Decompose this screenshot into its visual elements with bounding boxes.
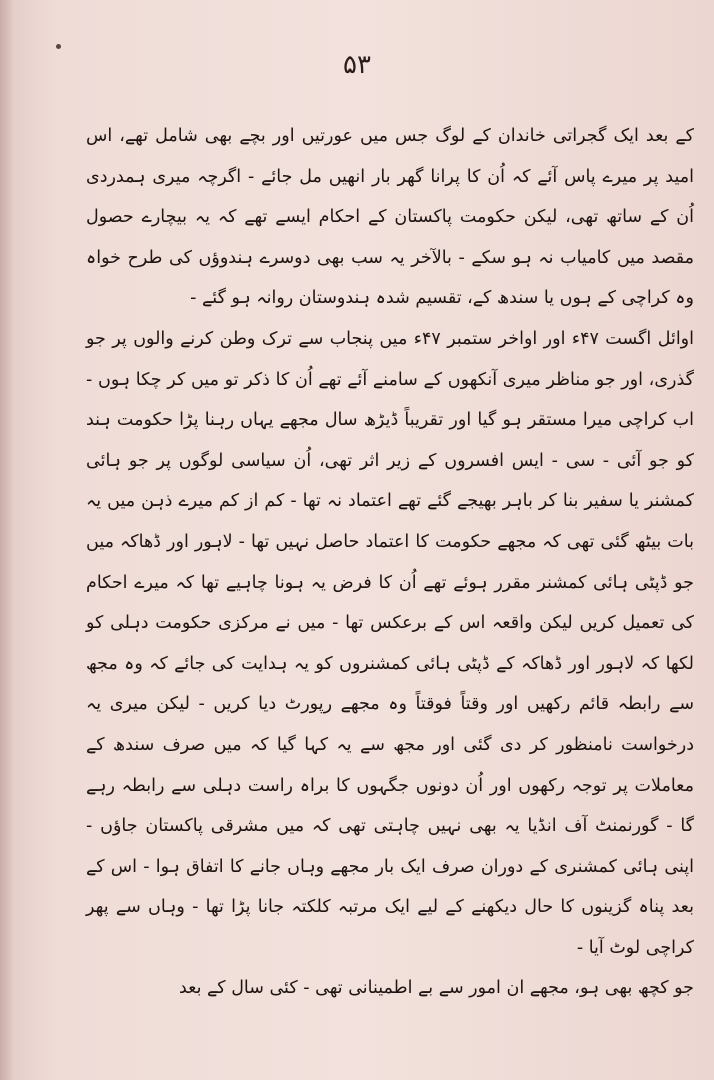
paragraph-3: جو کچھ بھی ہو، مجھے ان امور سے بے اطمینانی تھی - کئی سال کے بعد <box>178 978 694 999</box>
paragraph-1: کے بعد ایک گجراتی خاندان کے لوگ جس میں عورتیں اور بچے بھی شامل تھے، اس امید پر میرے پاس آئے کہ اُن کا پرانا گھر بار انھیں مل جائے - اگرچہ میری ہمدردی اُن کے ساتھ تھی، لیکن حکومت پاکستان کے احکام ایسے تھے کہ یہ بیچارے حصول مقصد میں کامیاب نہ ہو سکے - بالآخر یہ سب بھی دوسرے ہندوؤں کی طرح خواہ وہ کراچی کے ہوں یا سندھ کے، تقسیم شدہ ہندوستان روانہ ہو گئے - <box>86 126 694 309</box>
page-number: ۵۳ <box>343 50 371 80</box>
binding-shadow <box>0 0 14 1080</box>
body-text <box>86 116 694 1009</box>
ink-speck <box>56 44 61 49</box>
paragraph-2: اوائل اگست ۴۷ء اور اواخر ستمبر ۴۷ء میں پنجاب سے ترک وطن کرنے والوں پر جو گذری، اور جو مناظر میری آنکھوں کے سامنے آئے تھے اُن کا ذکر تو میں کر چکا ہوں - اب کراچی میرا مستقر ہو گیا اور تقریباً ڈیڑھ سال مجھے یہاں رہنا پڑا حکومت ہند کو جو آئی - سی - ایس افسروں کے زیر اثر تھی، اُن سیاسی لوگوں پر جو ہائی کمشنر یا سفیر بنا کر باہر بھیجے گئے تھے اعتماد نہ تھا - کم از کم میرے ذہن میں یہ بات بیٹھ گئی تھی کہ مجھے حکومت کا اعتماد حاصل نہیں تھا - لاہور اور ڈھاکہ میں جو ڈپٹی ہائی کمشنر مقرر ہوئے تھے اُن کا فرض یہ ہونا چاہیے تھا کہ میرے احکام کی تعمیل کریں لیکن واقعہ اس کے برعکس تھا - میں نے مرکزی حکومت دہلی کو لکھا کہ لاہور اور ڈھاکہ کے ڈپٹی ہائی کمشنروں کو یہ ہدایت کی جائے کہ وہ مجھ سے رابطہ قائم رکھیں اور وقتاً فوقتاً وہ مجھے رپورٹ دیا کریں - لیکن میری یہ درخواست نامنظور کر دی گئی اور مجھ سے یہ کہا گیا کہ میں صرف سندھ کے معاملات پر توجہ رکھوں اور اُن دونوں جگہوں کا براہ راست دہلی سے رابطہ رہے گا - گورنمنٹ آف انڈیا یہ بھی نہیں چاہتی تھی کہ میں مشرقی پاکستان جاؤں - اپنی ہائی کمشنری کے دوران صرف ایک بار مجھے وہاں جانے کا اتفاق ہوا - اس کے بعد پناہ گزینوں کا حال دیکھنے کے لیے ایک مرتبہ کلکتہ جانا پڑا تھا - وہاں سے پھر کراچی لوٹ آیا - <box>86 328 694 958</box>
